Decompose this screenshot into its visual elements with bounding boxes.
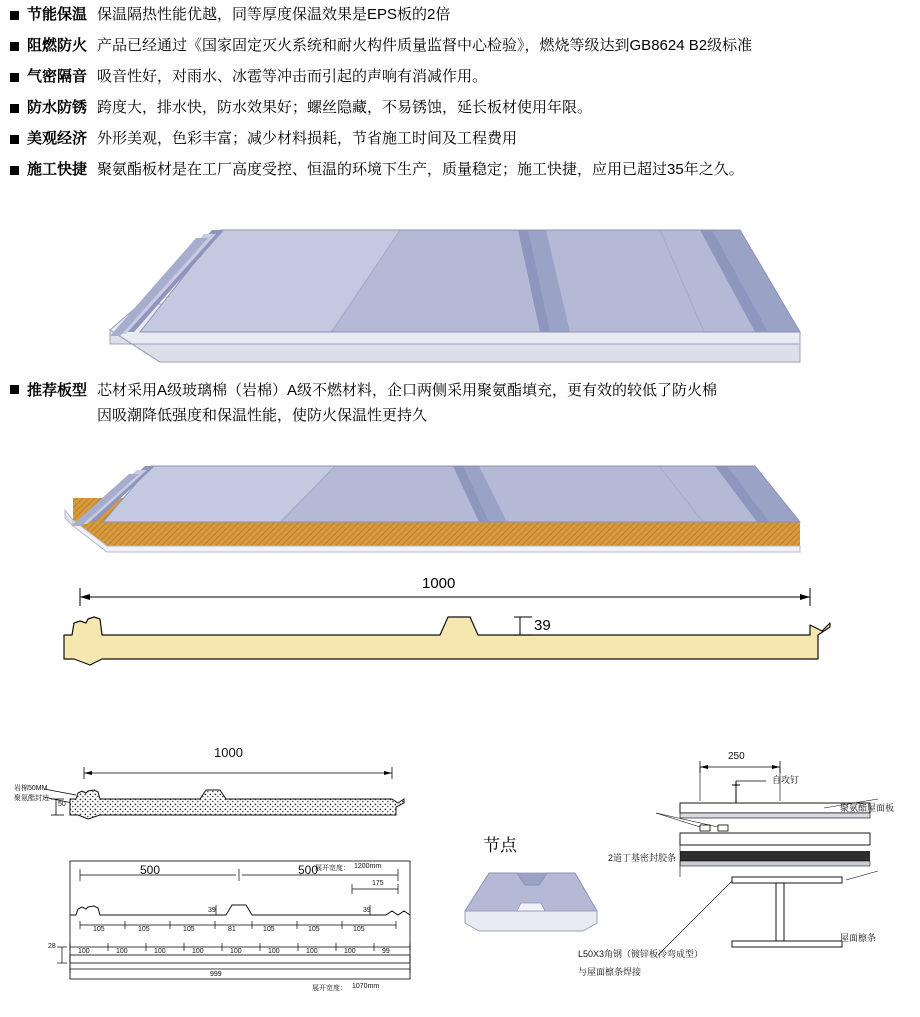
feature-text: 产品已经通过《国家固定灭火系统和耐火构件质量监督中心检验》，燃烧等级达到GB8624 B2级标准 <box>97 37 753 54</box>
feature-title: 美观经济 <box>27 130 88 147</box>
seg-100-4: 100 <box>192 948 204 955</box>
node-detail-title: 节点 <box>483 836 517 855</box>
feature-item <box>0 128 920 150</box>
dev-width-top-value: 1200mm <box>354 863 382 870</box>
feature-text: 外形美观，色彩丰富；减少材料损耗，节省施工时间及工程费用 <box>97 130 518 147</box>
feature-item <box>0 97 920 119</box>
feature-title: 防水防锈 <box>27 99 88 116</box>
bullet-icon <box>10 11 19 20</box>
rockwool-panel-illustration <box>55 460 845 570</box>
label-roof-purlin: 屋面檩条 <box>840 933 877 943</box>
feature-item <box>0 4 920 26</box>
label-angle-steel-1: L50X3角钢（镀锌板冷弯成型） <box>578 949 704 959</box>
feature-item <box>0 35 920 57</box>
seg-99: 99 <box>382 948 390 955</box>
feature-title: 施工快捷 <box>27 161 88 178</box>
label-pu-roof-panel: 聚氨酯屋面板 <box>840 803 895 813</box>
seg-100-3: 100 <box>154 948 166 955</box>
dim-175: 175 <box>372 880 384 887</box>
dev-width-bottom-label: 展开宽度： <box>312 985 347 992</box>
dim-39-b: 39 <box>363 907 371 914</box>
seg-100-2: 100 <box>116 948 128 955</box>
seg-105-5: 105 <box>308 926 320 933</box>
profile-height-label: 39 <box>534 617 551 634</box>
dim-39-a: 39 <box>208 907 216 914</box>
feature-text: 跨度大，排水快，防水效果好；螺丝隐藏，不易锈蚀，延长板材使用年限。 <box>97 99 593 116</box>
label-angle-steel-2: 与屋面檩条焊接 <box>578 967 642 977</box>
recommendation-line-2: 因吸潮降低强度和保温性能，使防火保温性更持久 <box>97 407 428 424</box>
panel-profile-drawing <box>50 575 870 685</box>
feature-text: 聚氨酯板材是在工厂高度受控、恒温的环境下生产，质量稳定；施工快捷，应用已超过35年之久。 <box>97 161 744 178</box>
dev-width-bottom-value: 1070mm <box>352 983 380 990</box>
feature-item <box>0 66 920 88</box>
bullet-icon <box>10 104 19 113</box>
feature-title: 阻燃防火 <box>27 37 88 54</box>
dev-width-top-label: 展开宽度： <box>315 865 350 872</box>
seg-105-3: 105 <box>183 926 195 933</box>
seg-81: 81 <box>228 926 236 933</box>
seg-100-7: 100 <box>306 948 318 955</box>
seg-100-5: 100 <box>230 948 242 955</box>
technical-drawings <box>0 735 920 1017</box>
feature-text: 吸音性好，对雨水、冰雹等冲击而引起的声响有消减作用。 <box>97 68 488 85</box>
feature-text: 保温隔热性能优越，同等厚度保温效果是EPS板的2倍 <box>97 6 451 23</box>
core-note-rockwool: 岩棉50MM <box>14 785 48 792</box>
dim-1000-top-left: 1000 <box>214 745 243 760</box>
bullet-icon <box>10 385 19 394</box>
label-butyl-sealant: 2道丁基密封胶条 <box>608 853 677 863</box>
seg-100-6: 100 <box>268 948 280 955</box>
dim-500-right: 500 <box>298 863 319 877</box>
dim-total-999: 999 <box>210 971 222 978</box>
seg-100-1: 100 <box>78 948 90 955</box>
dim-thickness-50: 50 <box>58 801 66 808</box>
feature-title: 节能保温 <box>27 6 88 23</box>
dim-250: 250 <box>728 751 745 762</box>
bullet-icon <box>10 42 19 51</box>
dim-28: 28 <box>48 943 56 950</box>
bullet-icon <box>10 73 19 82</box>
seg-105-1: 105 <box>93 926 105 933</box>
feature-title: 气密隔音 <box>27 68 88 85</box>
bullet-icon <box>10 166 19 175</box>
dim-500-left: 500 <box>140 863 161 877</box>
seg-105-2: 105 <box>138 926 150 933</box>
feature-item <box>0 159 920 181</box>
roof-panel-illustration <box>100 212 820 372</box>
seg-105-6: 105 <box>353 926 365 933</box>
recommendation-block <box>10 378 910 428</box>
seg-100-8: 100 <box>344 948 356 955</box>
profile-width-label: 1000 <box>422 575 456 592</box>
recommendation-title: 推荐板型 <box>27 382 88 399</box>
label-self-tapping-screw: 自攻钉 <box>772 775 800 785</box>
seg-105-4: 105 <box>263 926 275 933</box>
feature-list <box>0 0 920 190</box>
core-note-pu-edge: 聚氨酯封边 <box>14 795 49 802</box>
recommendation-line-1: 芯材采用A级玻璃棉（岩棉）A级不燃材料，企口两侧采用聚氨酯填充，更有效的较低了防火棉 <box>97 382 718 399</box>
bullet-icon <box>10 135 19 144</box>
